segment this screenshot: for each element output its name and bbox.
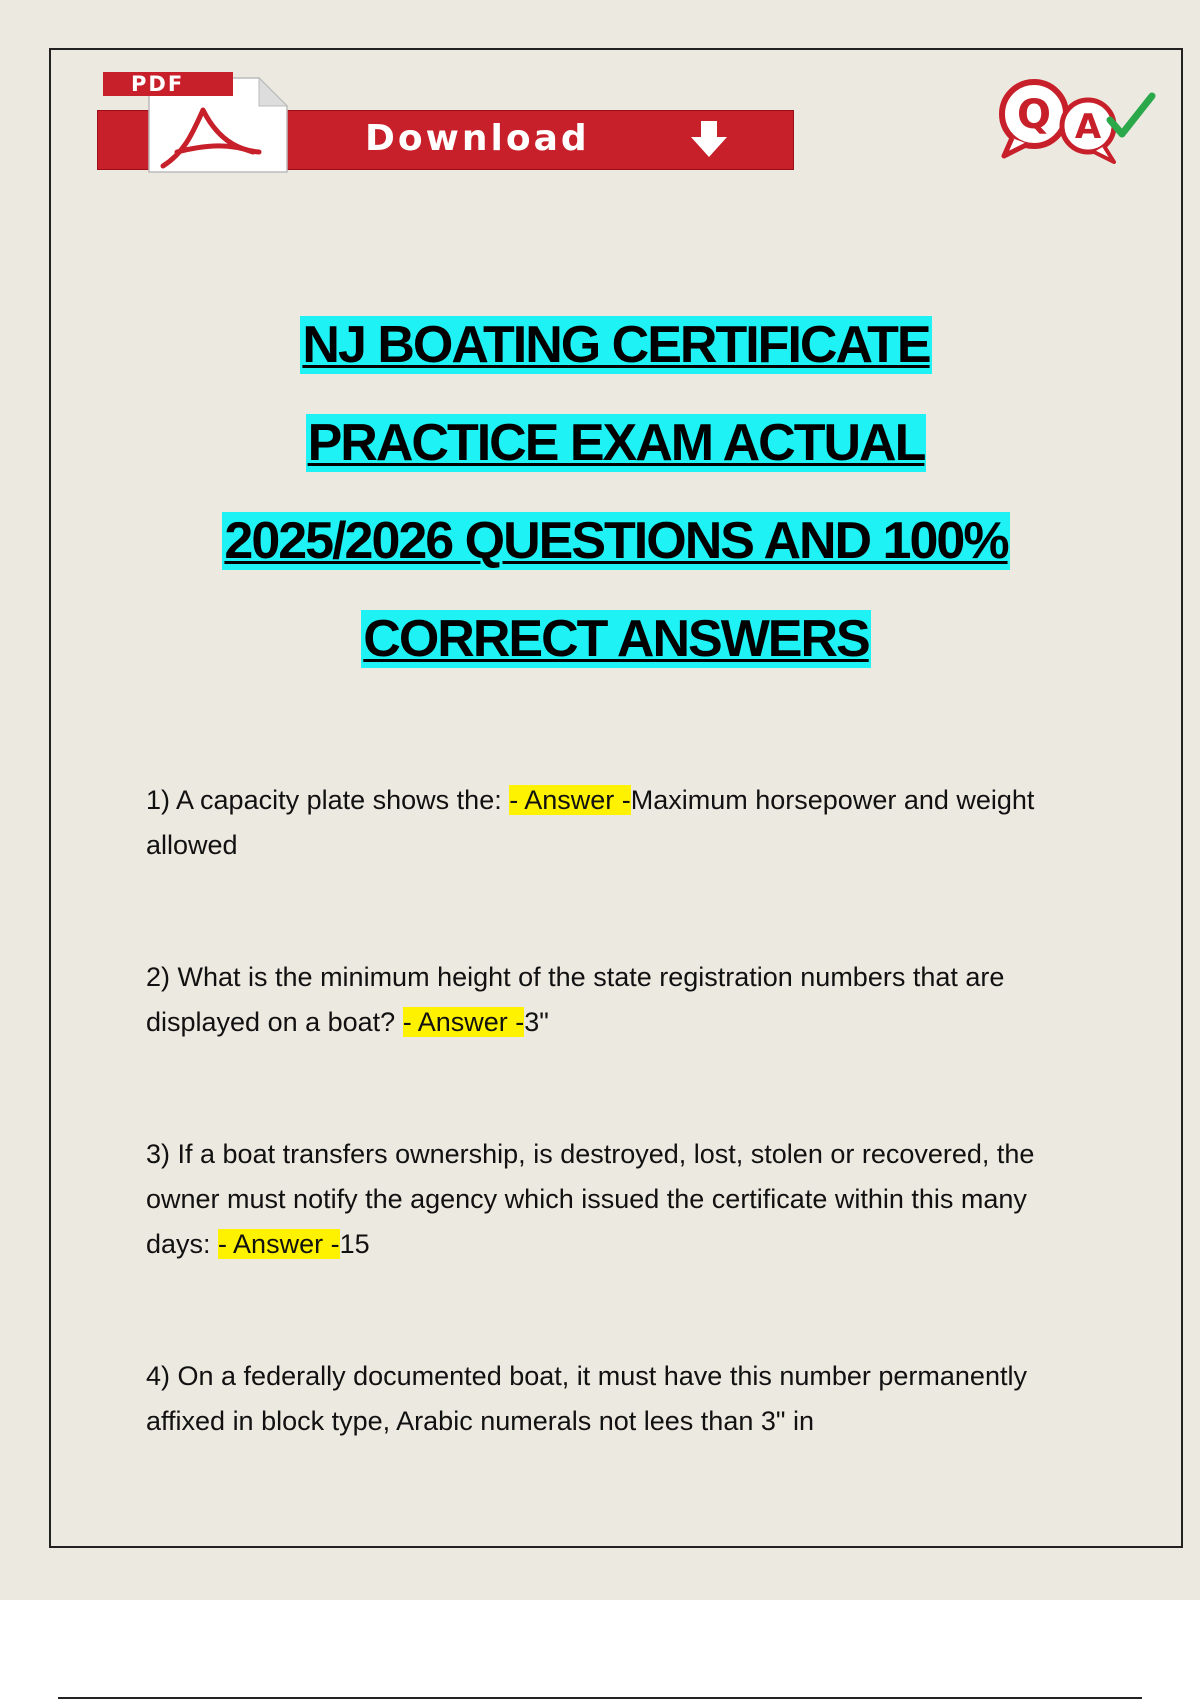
question-list bbox=[146, 778, 1086, 1444]
title-line: CORRECT ANSWERS bbox=[363, 610, 869, 668]
title-line: 2025/2026 QUESTIONS AND 100% bbox=[224, 512, 1008, 570]
answer-text: Maximum horsepower and weight allowed bbox=[146, 785, 1035, 860]
title-line: NJ BOATING CERTIFICATE bbox=[302, 316, 930, 374]
document-title bbox=[49, 316, 1183, 668]
down-arrow-icon bbox=[687, 117, 731, 161]
download-label[interactable]: Download bbox=[365, 118, 590, 159]
title-line: PRACTICE EXAM ACTUAL bbox=[307, 414, 925, 472]
logo-letter-q: Q bbox=[1016, 92, 1052, 138]
question-item bbox=[146, 1354, 1086, 1444]
answer-text: 15 bbox=[339, 1229, 370, 1259]
pdf-download-banner[interactable] bbox=[97, 70, 797, 175]
question-item bbox=[146, 1132, 1086, 1267]
question-item bbox=[146, 778, 1086, 868]
answer-text: 3" bbox=[524, 1007, 549, 1037]
check-icon bbox=[1110, 96, 1152, 134]
logo-letter-a: A bbox=[1074, 107, 1102, 147]
question-item bbox=[146, 955, 1086, 1045]
bottom-divider bbox=[58, 1697, 1142, 1699]
question-text: 2) What is the minimum height of the state registration numbers that are displayed on a boat? bbox=[146, 962, 1005, 1037]
question-text: 4) On a federally documented boat, it must have this number permanently affixed in block type, Arabic numerals not lees than 3" in bbox=[146, 1361, 1027, 1436]
answer-tag: - Answer - bbox=[402, 1007, 525, 1037]
qa-checkmark-logo bbox=[990, 70, 1160, 170]
answer-tag: - Answer - bbox=[509, 785, 631, 815]
answer-tag: - Answer - bbox=[218, 1229, 340, 1259]
question-text: 3) If a boat transfers ownership, is destroyed, lost, stolen or recovered, the owner must notify the agency which issued the certificate within this many days: bbox=[146, 1139, 1035, 1259]
pdf-label: PDF bbox=[103, 72, 233, 96]
question-text: 1) A capacity plate shows the: bbox=[146, 785, 510, 815]
